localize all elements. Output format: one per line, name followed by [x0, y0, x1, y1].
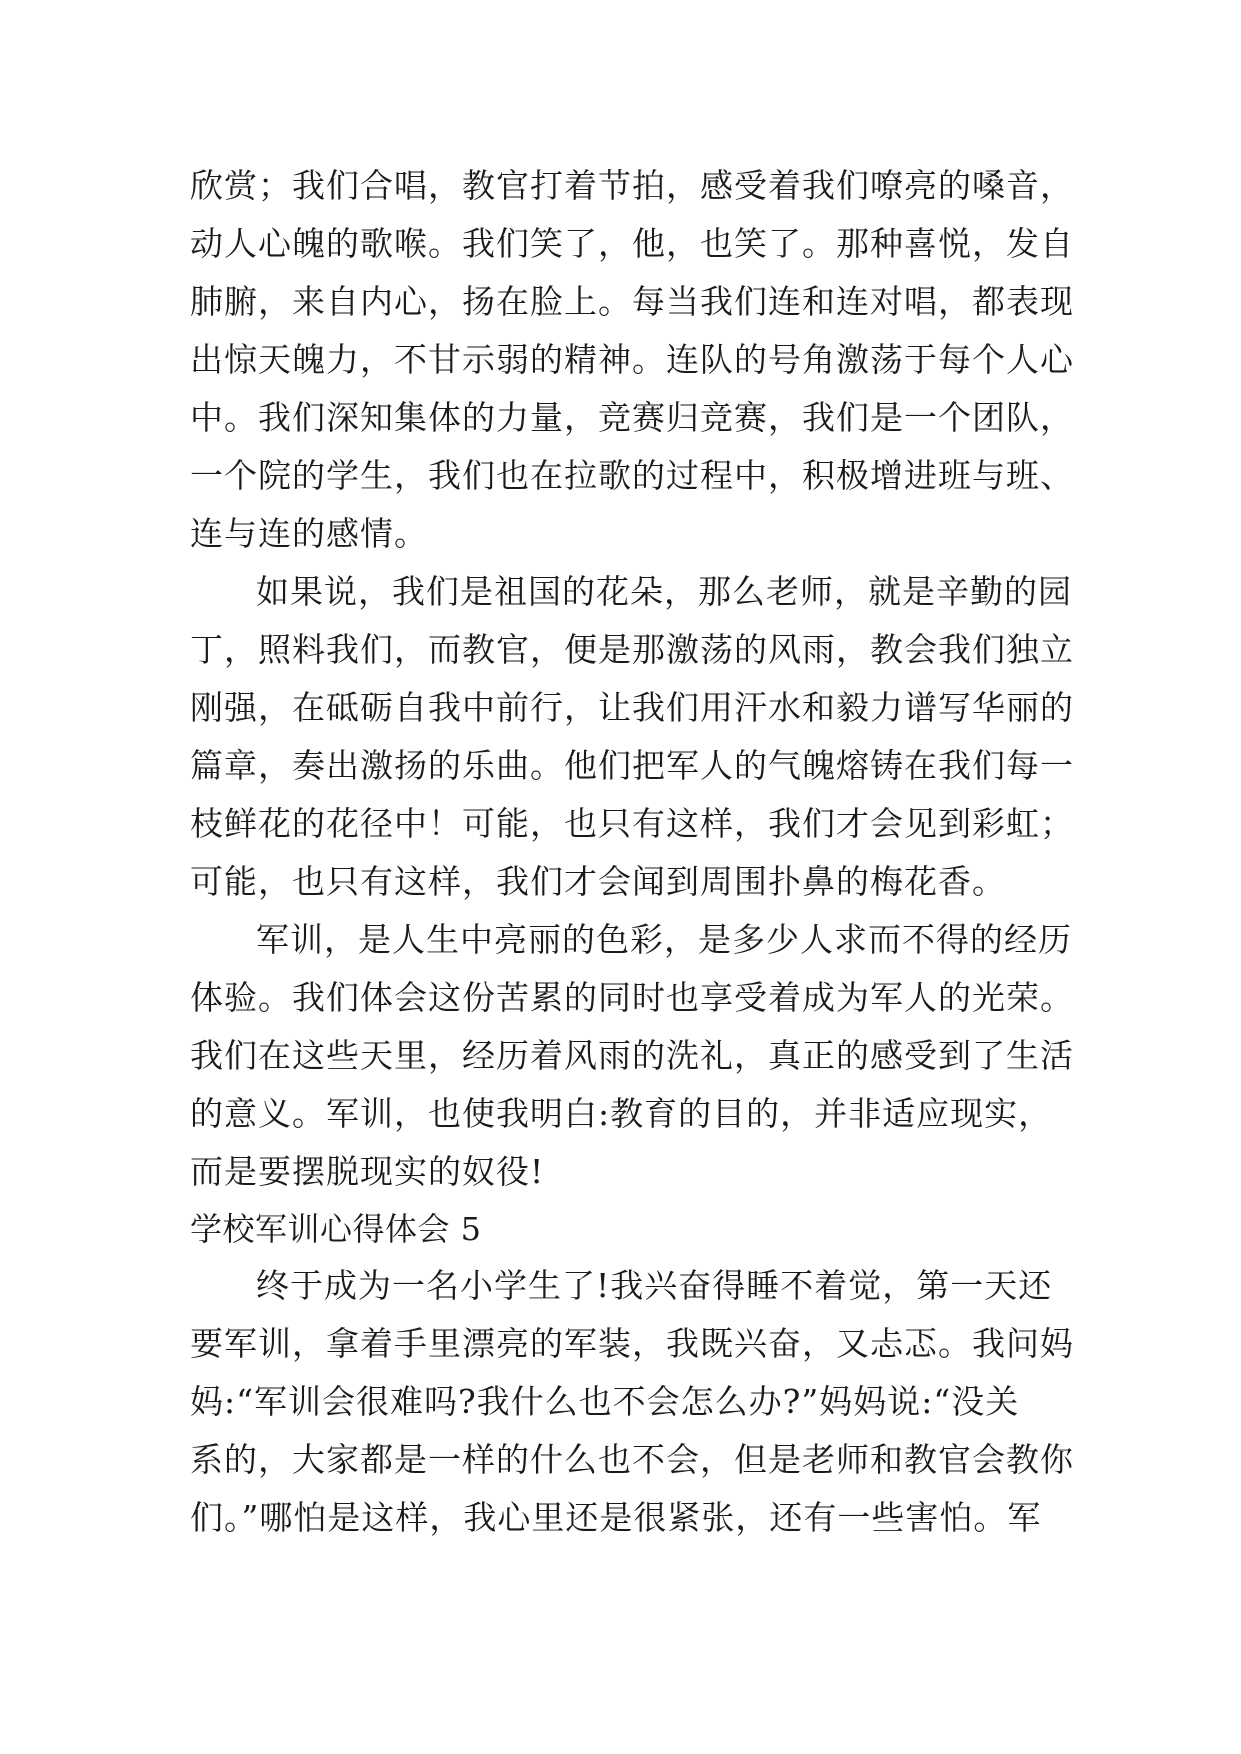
text-line: 丁，照料我们，而教官，便是那激荡的风雨，教会我们独立: [190, 630, 1074, 669]
text-line: 我们在这些天里，经历着风雨的洗礼，真正的感受到了生活: [190, 1036, 1074, 1075]
paragraph-first-line: 军训，是人生中亮丽的色彩，是多少人求而不得的经历: [256, 920, 1072, 959]
text-line: 们。”哪怕是这样，我心里还是很紧张，还有一些害怕。军: [190, 1498, 1042, 1537]
text-line: 枝鲜花的花径中！可能，也只有这样，我们才会见到彩虹；: [190, 804, 1074, 843]
text-line: 一个院的学生，我们也在拉歌的过程中，积极增进班与班、: [190, 456, 1074, 495]
text-line: 刚强，在砥砺自我中前行，让我们用汗水和毅力谱写华丽的: [190, 688, 1074, 727]
text-line: 出惊天魄力，不甘示弱的精神。连队的号角激荡于每个人心: [190, 340, 1074, 379]
text-line: 而是要摆脱现实的奴役!: [190, 1152, 545, 1191]
text-line: 的意义。军训，也使我明白:教育的目的，并非适应现实，: [190, 1094, 1053, 1133]
text-line: 体验。我们体会这份苦累的同时也享受着成为军人的光荣。: [190, 978, 1074, 1017]
text-line: 可能，也只有这样，我们才会闻到周围扑鼻的梅花香。: [190, 862, 1006, 901]
paragraph-first-line: 如果说，我们是祖国的花朵，那么老师，就是辛勤的园: [256, 572, 1072, 611]
paragraph-first-line: 终于成为一名小学生了!我兴奋得睡不着觉，第一天还: [256, 1266, 1053, 1305]
text-line: 欣赏；我们合唱，教官打着节拍，感受着我们嘹亮的嗓音，: [190, 166, 1074, 205]
text-line: 篇章，奏出激扬的乐曲。他们把军人的气魄熔铸在我们每一: [190, 746, 1074, 785]
text-line: 系的，大家都是一样的什么也不会，但是老师和教官会教你: [190, 1440, 1074, 1479]
text-line: 连与连的感情。: [190, 514, 428, 553]
text-line: 中。我们深知集体的力量，竞赛归竞赛，我们是一个团队，: [190, 398, 1074, 437]
text-line: 妈:“军训会很难吗?我什么也不会怎么办?”妈妈说:“没关: [190, 1382, 1020, 1421]
section-heading: 学校军训心得体会 5: [190, 1210, 482, 1248]
text-line: 要军训，拿着手里漂亮的军装，我既兴奋，又忐忑。我问妈: [190, 1324, 1074, 1363]
text-line: 肺腑，来自内心，扬在脸上。每当我们连和连对唱，都表现: [190, 282, 1074, 321]
text-line: 动人心魄的歌喉。我们笑了，他，也笑了。那种喜悦，发自: [190, 224, 1074, 263]
